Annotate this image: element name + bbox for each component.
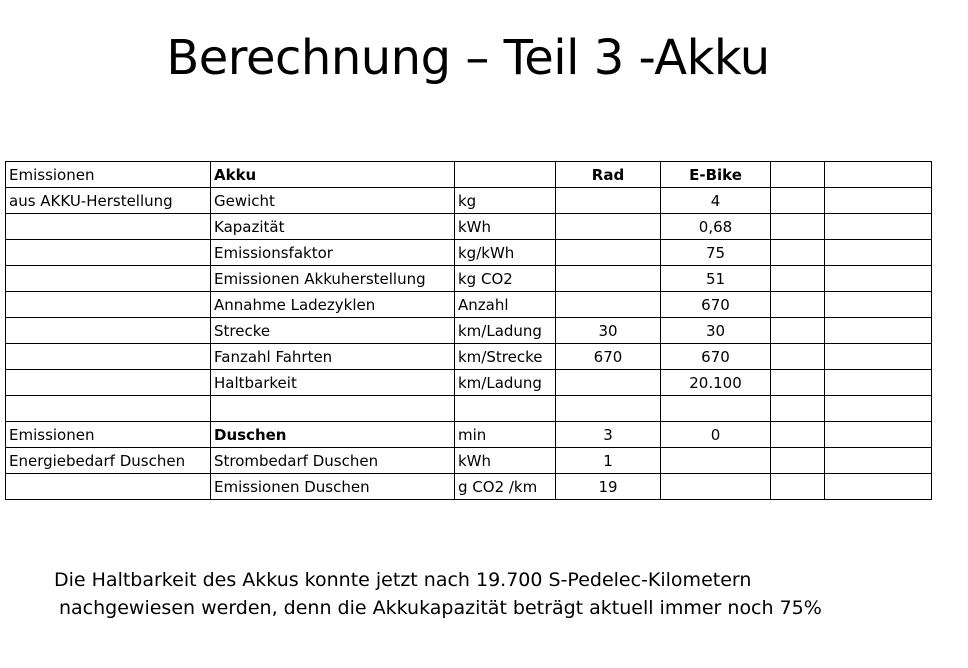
- table-cell: Duschen: [211, 422, 455, 448]
- table-cell: 1: [556, 448, 661, 474]
- table-cell: Emissionen: [6, 162, 211, 188]
- table-cell: [6, 474, 211, 500]
- table-cell: Rad: [556, 162, 661, 188]
- table-cell: [556, 396, 661, 422]
- table-cell: Annahme Ladezyklen: [211, 292, 455, 318]
- table-cell: [825, 370, 932, 396]
- table-cell: [825, 448, 932, 474]
- table-cell: [6, 370, 211, 396]
- table-cell: aus AKKU-Herstellung: [6, 188, 211, 214]
- page-title: Berechnung – Teil 3 -Akku: [166, 30, 770, 87]
- table-row: [6, 240, 932, 266]
- table-row: [6, 266, 932, 292]
- emissions-table: [5, 161, 932, 500]
- table-cell: [825, 318, 932, 344]
- table-cell: [556, 214, 661, 240]
- table-row: [6, 188, 932, 214]
- table-cell: 670: [661, 292, 771, 318]
- table-row: [6, 370, 932, 396]
- table-cell: [211, 396, 455, 422]
- table-cell: [661, 396, 771, 422]
- table-cell: km/Ladung: [455, 318, 556, 344]
- table-cell: min: [455, 422, 556, 448]
- table-cell: [556, 266, 661, 292]
- table-cell: [771, 318, 825, 344]
- table-body: [6, 162, 932, 500]
- table-cell: kg/kWh: [455, 240, 556, 266]
- table-cell: [825, 422, 932, 448]
- table-cell: [771, 240, 825, 266]
- table-cell: 0,68: [661, 214, 771, 240]
- table-cell: Haltbarkeit: [211, 370, 455, 396]
- table-cell: 51: [661, 266, 771, 292]
- table-cell: kWh: [455, 448, 556, 474]
- table-cell: [771, 344, 825, 370]
- table-cell: [825, 240, 932, 266]
- table-cell: Fanzahl Fahrten: [211, 344, 455, 370]
- table-cell: [556, 240, 661, 266]
- table-cell: Akku: [211, 162, 455, 188]
- table-cell: Energiebedarf Duschen: [6, 448, 211, 474]
- table-cell: [6, 344, 211, 370]
- table-cell: [771, 422, 825, 448]
- table-cell: kg CO2: [455, 266, 556, 292]
- note-line-1: Die Haltbarkeit des Akkus konnte jetzt nach 19.700 S-Pedelec-Kilometern: [54, 569, 752, 591]
- table-cell: [771, 188, 825, 214]
- table-cell: [6, 214, 211, 240]
- table-cell: [771, 162, 825, 188]
- table-cell: 670: [661, 344, 771, 370]
- table-cell: 20.100: [661, 370, 771, 396]
- table-cell: [556, 292, 661, 318]
- table-cell: 3: [556, 422, 661, 448]
- table-cell: [771, 396, 825, 422]
- table-cell: Emissionen Duschen: [211, 474, 455, 500]
- table-cell: [825, 214, 932, 240]
- table-cell: [661, 448, 771, 474]
- table-cell: 670: [556, 344, 661, 370]
- table-cell: [825, 162, 932, 188]
- table-cell: [771, 266, 825, 292]
- table-row: [6, 344, 932, 370]
- table-cell: Kapazität: [211, 214, 455, 240]
- table-row: [6, 214, 932, 240]
- table-cell: [556, 370, 661, 396]
- table-cell: Anzahl: [455, 292, 556, 318]
- table-cell: Emissionen: [6, 422, 211, 448]
- table-cell: [455, 162, 556, 188]
- note-text: [54, 566, 954, 622]
- table-cell: 19: [556, 474, 661, 500]
- table-cell: [6, 396, 211, 422]
- table-cell: [771, 214, 825, 240]
- table-cell: km/Strecke: [455, 344, 556, 370]
- table-cell: 75: [661, 240, 771, 266]
- table-cell: g CO2 /km: [455, 474, 556, 500]
- table-cell: Strombedarf Duschen: [211, 448, 455, 474]
- table-row: [6, 474, 932, 500]
- table-row: [6, 396, 932, 422]
- table-cell: [771, 474, 825, 500]
- table-cell: 0: [661, 422, 771, 448]
- table-cell: 4: [661, 188, 771, 214]
- table-cell: [6, 266, 211, 292]
- table-row: [6, 318, 932, 344]
- table-cell: Emissionen Akkuherstellung: [211, 266, 455, 292]
- table-cell: Gewicht: [211, 188, 455, 214]
- table-cell: [825, 474, 932, 500]
- table-cell: [771, 292, 825, 318]
- table-cell: 30: [661, 318, 771, 344]
- table-cell: 30: [556, 318, 661, 344]
- table-cell: [6, 292, 211, 318]
- table-row: [6, 422, 932, 448]
- table-row: [6, 448, 932, 474]
- table-cell: Emissionsfaktor: [211, 240, 455, 266]
- table-cell: [6, 318, 211, 344]
- table-row: [6, 292, 932, 318]
- table-cell: [455, 396, 556, 422]
- table-cell: [825, 266, 932, 292]
- table-cell: kg: [455, 188, 556, 214]
- note-line-2: nachgewiesen werden, denn die Akkukapazität beträgt aktuell immer noch 75%: [59, 597, 822, 619]
- table-cell: [771, 448, 825, 474]
- table-cell: [825, 344, 932, 370]
- table-cell: [825, 396, 932, 422]
- table-cell: E-Bike: [661, 162, 771, 188]
- table-cell: [771, 370, 825, 396]
- table-row: [6, 162, 932, 188]
- table-cell: [556, 188, 661, 214]
- table-cell: Strecke: [211, 318, 455, 344]
- table-cell: [661, 474, 771, 500]
- table-cell: [825, 292, 932, 318]
- table-cell: km/Ladung: [455, 370, 556, 396]
- table-cell: [825, 188, 932, 214]
- table-cell: [6, 240, 211, 266]
- table-cell: kWh: [455, 214, 556, 240]
